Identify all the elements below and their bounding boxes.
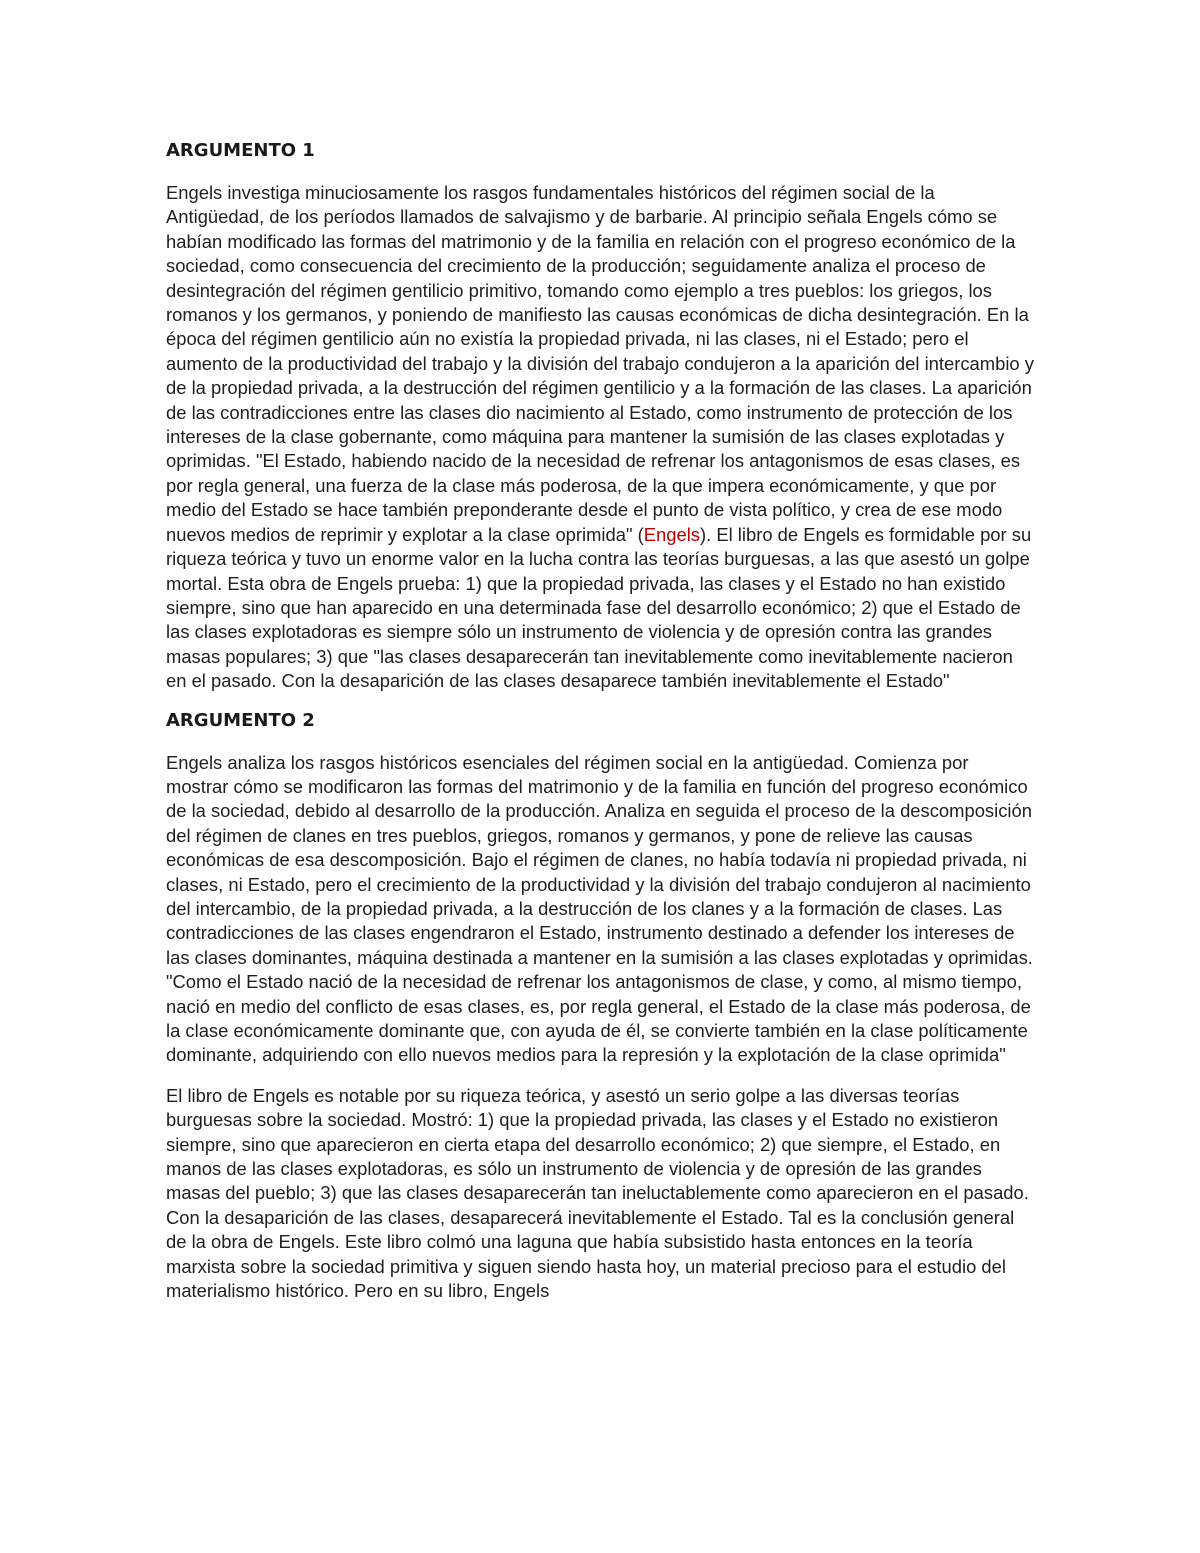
- section-1-text-part-1: Engels investiga minuciosamente los rasgos fundamentales históricos del régimen social de la Antigüedad, de los períodos llamados de salvajismo y de barbarie. Al principio señala Engels cómo se habían modificado las formas del matrimonio y de la familia en relación con el progreso económico de la sociedad, como consecuencia del crecimiento de la producción; seguidamente analiza el proceso de desintegración del régimen gentilicio primitivo, tomando como ejemplo a tres pueblos: los griegos, los romanos y los germanos, y poniendo de manifiesto las causas económicas de dicha desintegración. En la época del régimen gentilicio aún no existía la propiedad privada, ni las clases, ni el Estado; pero el aumento de la productividad del trabajo y la división del trabajo condujeron a la aparición del intercambio y de la propiedad privada, a la destrucción del régimen gentilicio y a la formación de las clases. La aparición de las contradicciones entre las clases dio nacimiento al Estado, como instrumento de protección de los intereses de la clase gobernante, como máquina para mantener la sumisión de las clases explotadas y oprimidas. "El Estado, habiendo nacido de la necesidad de refrenar los antagonismos de esas clases, es por regla general, una fuerza de la clase más poderosa, de la que impera económicamente, y que por medio del Estado se hace también preponderante desde el punto de vista político, y crea de ese modo nuevos medios de reprimir y explotar a la clase oprimida" (: [166, 182, 1034, 545]
- section-2-paragraph-2: El libro de Engels es notable por su riqueza teórica, y asestó un serio golpe a las diversas teorías burguesas sobre la sociedad. Mostró: 1) que la propiedad privada, las clases y el Estado no existieron siempre, sino que aparecieron en cierta etapa del desarrollo económico; 2) que siempre, el Estado, en manos de las clases explotadoras, es sólo un instrumento de violencia y de opresión de las grandes masas del pueblo; 3) que las clases desaparecerán tan ineluctablemente como aparecieron en el pasado. Con la desaparición de las clases, desaparecerá inevitablemente el Estado. Tal es la conclusión general de la obra de Engels. Este libro colmó una laguna que había subsistido hasta entonces en la teoría marxista sobre la sociedad primitiva y siguen siendo hasta hoy, un material precioso para el estudio del materialismo histórico. Pero en su libro, Engels: [166, 1084, 1029, 1302]
- section-1-text-part-2: ). El libro de Engels es formidable por su riqueza teórica y tuvo un enorme valor en la lucha contra las teorías burguesas, a las que asestó un golpe mortal. Esta obra de Engels prueba: 1) que la propiedad privada, las clases y el Estado no han existido siempre, sino que han aparecido en una determinada fase del desarrollo económico; 2) que el Estado de las clases explotadoras es siempre sólo un instrumento de violencia y de opresión contra las grandes masas populares; 3) que "las clases desaparecerán tan inevitablemente como inevitablemente nacieron en el pasado. Con la desaparición de las clases desaparece también inevitablemente el Estado": [166, 523, 1032, 692]
- section-1-paragraph: [166, 181, 1034, 694]
- document-content: [166, 140, 1034, 1319]
- section-1-heading: ARGUMENTO 1: [166, 140, 315, 161]
- section-2-heading: ARGUMENTO 2: [166, 709, 315, 731]
- section-2-paragraph-1: Engels analiza los rasgos históricos esenciales del régimen social en la antigüedad. Comienza por mostrar cómo se modificaron las formas del matrimonio y de la familia en función del progreso económico de la sociedad, debido al desarrollo de la producción. Analiza en seguida el proceso de la descomposición del régimen de clanes en tres pueblos, griegos, romanos y germanos, y pone de relieve las causas económicas de esa descomposición. Bajo el régimen de clanes, no había todavía ni propiedad privada, ni clases, ni Estado, pero el crecimiento de la productividad y la división del trabajo condujeron al nacimiento del intercambio, de la propiedad privada, a la destrucción de los clanes y a la formación de clases. Las contradicciones de las clases engendraron el Estado, instrumento destinado a defender los intereses de las clases dominantes, máquina destinada a mantener en la sumisión a las clases explotadas y oprimidas. "Como el Estado nació de la necesidad de refrenar los antagonismos de clase, y como, al mismo tiempo, nació en medio del conflicto de esas clases, es, por regla general, el Estado de la clase más poderosa, de la clase económicamente dominante que, con ayuda de él, se convierte también en la clase políticamente dominante, adquiriendo con ello nuevos medios para la represión y la explotación de la clase oprimida": [166, 751, 1033, 1066]
- engels-highlight: Engels: [643, 523, 700, 545]
